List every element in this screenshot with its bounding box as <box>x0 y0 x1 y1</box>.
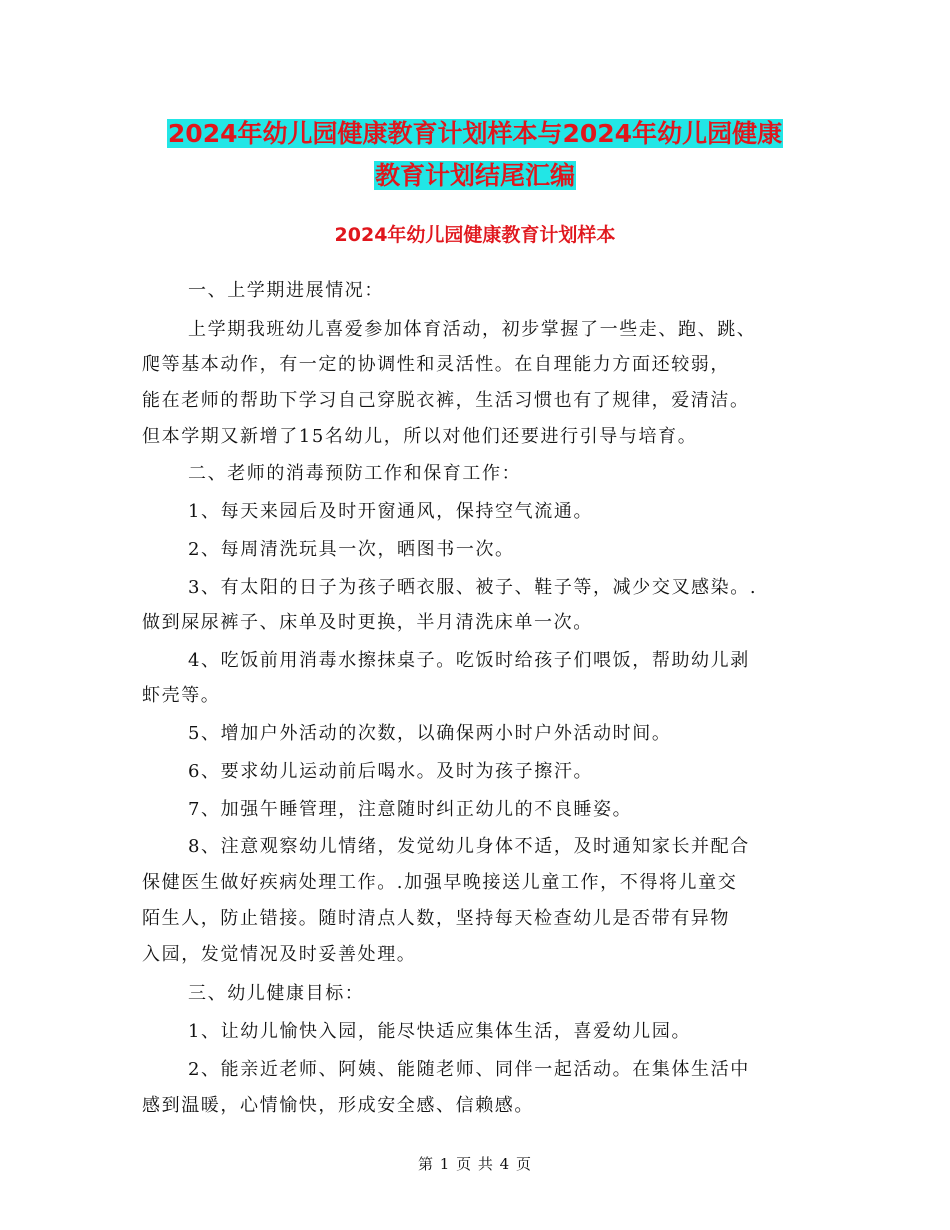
page-number-footer: 第 1 页 共 4 页 <box>418 1155 532 1173</box>
list-item: 1、每天来园后及时开窗通风，保持空气流通。 <box>188 501 594 522</box>
list-item-continuation: 保健医生做好疾病处理工作。.加强早晚接送儿童工作，不得将儿童交 <box>142 872 738 893</box>
paragraph-line: 上学期我班幼儿喜爱参加体育活动，初步掌握了一些走、跑、跳、 <box>188 319 757 340</box>
section-title: 2024年幼儿园健康教育计划样本 <box>334 224 616 246</box>
list-item-continuation: 做到屎尿裤子、床单及时更换，半月清洗床单一次。 <box>142 612 593 633</box>
paragraph-line: 能在老师的帮助下学习自己穿脱衣裤，生活习惯也有了规律，爱清洁。 <box>142 390 750 411</box>
list-item: 5、增加户外活动的次数，以确保两小时户外活动时间。 <box>188 723 672 744</box>
list-item: 4、吃饭前用消毒水擦抹桌子。吃饭时给孩子们喂饭，帮助幼儿剥 <box>188 650 750 671</box>
section-heading: 二、老师的消毒预防工作和保育工作： <box>188 463 522 484</box>
list-item-continuation: 感到温暖，心情愉快，形成安全感、信赖感。 <box>142 1095 534 1116</box>
list-item: 1、让幼儿愉快入园，能尽快适应集体生活，喜爱幼儿园。 <box>188 1021 692 1042</box>
list-item-continuation: 虾壳等。 <box>142 685 221 706</box>
list-item: 8、注意观察幼儿情绪，发觉幼儿身体不适，及时通知家长并配合 <box>188 836 750 857</box>
document-title-line-1: 2024年幼儿园健康教育计划样本与2024年幼儿园健康 <box>167 119 783 148</box>
paragraph-line: 但本学期又新增了15名幼儿，所以对他们还要进行引导与培育。 <box>142 426 698 447</box>
document-title-line-2: 教育计划结尾汇编 <box>374 161 575 190</box>
list-item: 7、加强午睡管理，注意随时纠正幼儿的不良睡姿。 <box>188 799 633 820</box>
list-item-continuation: 入园，发觉情况及时妥善处理。 <box>142 944 417 965</box>
section-heading: 三、幼儿健康目标： <box>188 983 365 1004</box>
paragraph-line: 爬等基本动作，有一定的协调性和灵活性。在自理能力方面还较弱， <box>142 354 730 375</box>
list-item: 6、要求幼儿运动前后喝水。及时为孩子擦汗。 <box>188 761 594 782</box>
list-item: 2、每周清洗玩具一次，晒图书一次。 <box>188 539 515 560</box>
list-item: 2、能亲近老师、阿姨、能随老师、同伴一起活动。在集体生活中 <box>188 1059 750 1080</box>
list-item: 3、有太阳的日子为孩子晒衣服、被子、鞋子等，减少交叉感染。. <box>188 577 758 598</box>
section-heading: 一、上学期进展情况： <box>188 280 384 301</box>
list-item-continuation: 陌生人，防止错接。随时清点人数，坚持每天检查幼儿是否带有异物 <box>142 908 730 929</box>
